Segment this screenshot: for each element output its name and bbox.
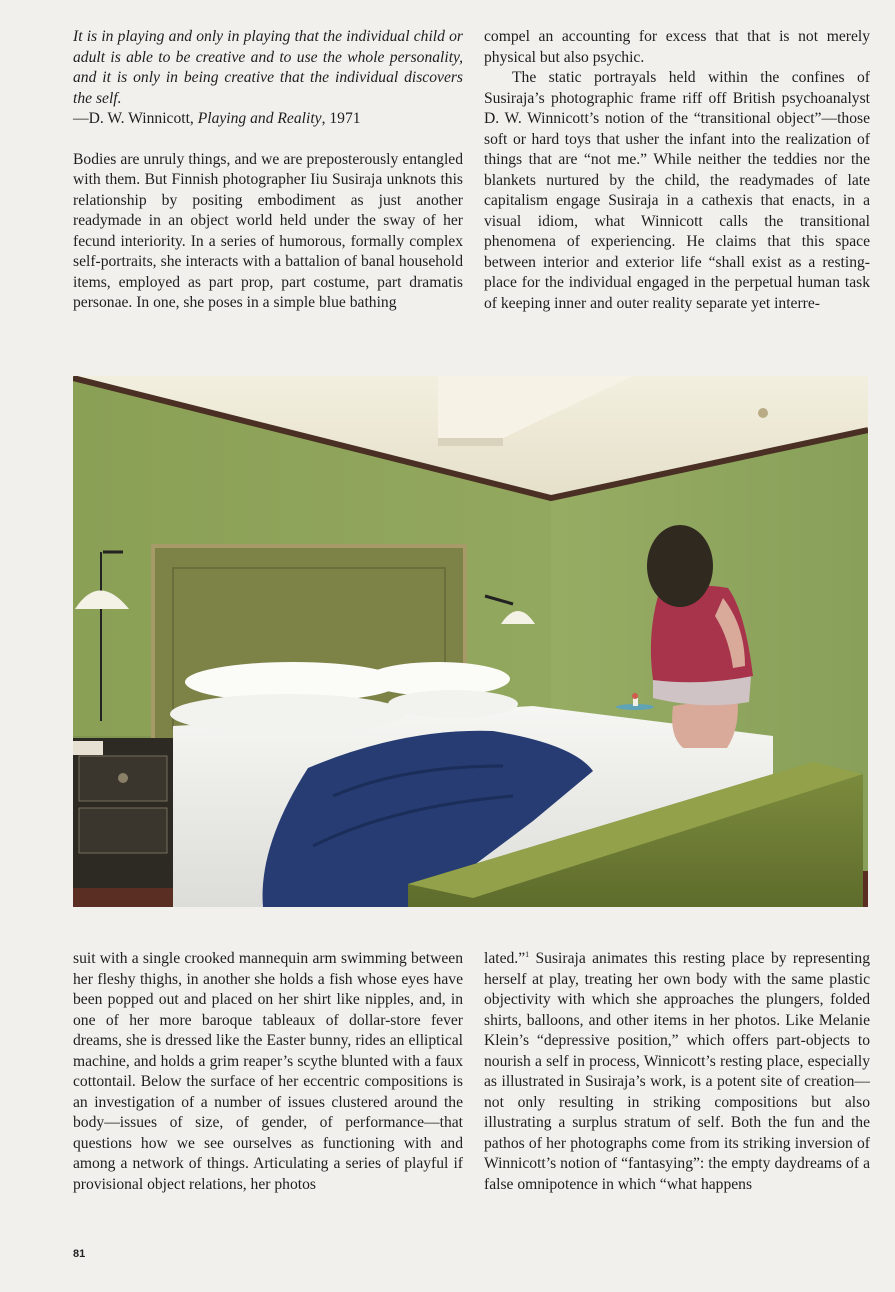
- attribution-year: , 1971: [321, 110, 361, 127]
- attribution-book-title: Playing and Reality: [197, 110, 322, 127]
- column-bottom-left: [73, 949, 463, 1195]
- column-top-left: [73, 27, 463, 314]
- footnote-marker[interactable]: 1: [525, 950, 530, 959]
- pillow: [388, 690, 518, 718]
- body-paragraph: [484, 949, 870, 1195]
- page-number: 81: [73, 1248, 86, 1260]
- bag-over-head: [647, 525, 713, 607]
- body-paragraph: Bodies are unruly things, and we are preposterously entangled with them. But Finnish photographer Iiu Susiraja unknots this relationship by positing embodiment as just another readymade in an object world held under the sway of her fecund interiority. In a series of humorous, formally complex self-portraits, she interacts with a battalion of banal household items, employed as part prop, part costume, part dramatis personae. In one, she poses in a simple blue bathing: [73, 150, 463, 311]
- attribution-prefix: —D. W. Winnicott,: [73, 110, 198, 127]
- column-top-right: [484, 27, 870, 314]
- paragraph-text: Susiraja animates this resting place by representing herself at play, treating her own body with the same plastic objectivity with which she approaches the plungers, folded shirts, balloons, and other items in her photos. Like Melanie Klein’s “depressive position,” which offers part-objects to nourish a self in process, Winnicott’s resting place, especially as illustrated in Susiraja’s work, is a potent site of creation—not only resulting in striking compositions but also illustrating a surplus stratum of self. Both the fun and the pathos of her photographs come from its striking inversion of Winnicott’s notion of “fantasying”: the empty daydreams of a false omnipotence in which “what happens: [484, 950, 870, 1193]
- smoke-detector: [758, 408, 768, 418]
- paragraph-lead: lated.”: [484, 950, 526, 967]
- epigraph-quote: It is in playing and only in playing that the individual child or adult is able to be creative and to use the whole personality, and it is only in being creative that the individual discovers the self.: [73, 28, 463, 107]
- body-paragraph: The static portrayals held within the confines of Susiraja’s photographic frame riff off British psychoanalyst D. W. Winnicott’s notion of the “transitional object”—those soft or hard toys that usher the infant into the realization of things that are “not me.” While neither the teddies nor the blankets nurtured by the child, the readymades of late capitalism engage Susiraja in a cathexis that enacts, in a visual idiom, what Winnicott calls the transitional phenomena of experiencing. He claims that this space between interior and exterior life “shall exist as a resting-place for the individual engaged in the perpetual human task of keeping inner and outer reality separate yet interre-: [484, 69, 870, 312]
- body-paragraph: suit with a single crooked mannequin arm swimming between her fleshy thighs, in another she holds a fish whose eyes have been popped out and placed on her shirt like nipples, and, in one of her more baroque tableaux of dollar-store fever dreams, she is dressed like the Easter bunny, rides an elliptical machine, and holds a grim reaper’s scythe blunted with a faux cottontail. Below the surface of her eccentric compositions is an investigation of a number of issues clustered around the body—issues of size, of gender, of performance—that questions how we see ourselves as functioning with and among a network of things. Articulating a series of playful if provisional object relations, her photos: [73, 950, 463, 1193]
- photograph: [73, 376, 868, 907]
- epigraph-attribution: [73, 109, 463, 130]
- column-bottom-right: [484, 949, 870, 1195]
- body-paragraph-continuation: compel an accounting for excess that that is not merely physical but also psychic.: [484, 28, 870, 66]
- pillow: [170, 694, 406, 734]
